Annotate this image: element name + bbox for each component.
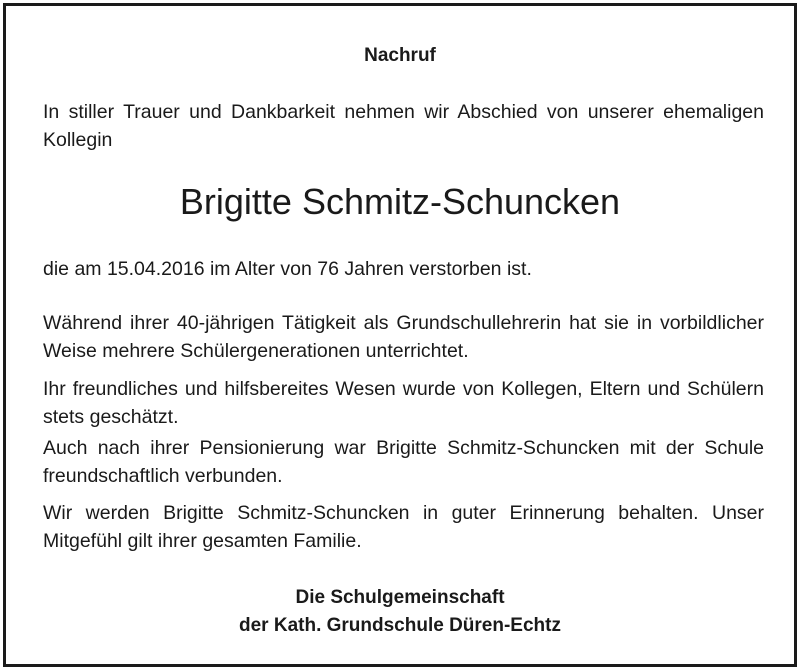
signature-line-2: der Kath. Grundschule Düren-Echtz [239,615,561,636]
signature-block [6,584,794,640]
signature-line-1: Die Schulgemeinschaft [295,587,505,608]
notice-heading: Nachruf [364,45,436,66]
deceased-name: Brigitte Schmitz-Schuncken [179,181,621,222]
retirement-paragraph: Auch nach ihrer Pensionierung war Brigitte Schmitz-Schuncken mit der Schule freundschaftlich verbunden. [43,437,764,487]
obituary-notice [3,3,797,667]
character-paragraph: Ihr freundliches und hilfsbereites Wesen wurde von Kollegen, Eltern und Schülern stets geschätzt. [43,378,764,428]
intro-text: In stiller Trauer und Dankbarkeit nehmen wir Abschied von unserer ehemaligen Kollegin [43,101,764,151]
death-date-text: die am 15.04.2016 im Alter von 76 Jahren verstorben ist. [43,258,532,280]
condolence-paragraph: Wir werden Brigitte Schmitz-Schuncken in guter Erinnerung behalten. Unser Mitgefühl gilt ihrer gesamten Familie. [43,502,764,552]
career-paragraph: Während ihrer 40-jährigen Tätigkeit als Grundschullehrerin hat sie in vorbildlicher Weise mehrere Schülergenerationen unterrichtet. [43,312,764,362]
